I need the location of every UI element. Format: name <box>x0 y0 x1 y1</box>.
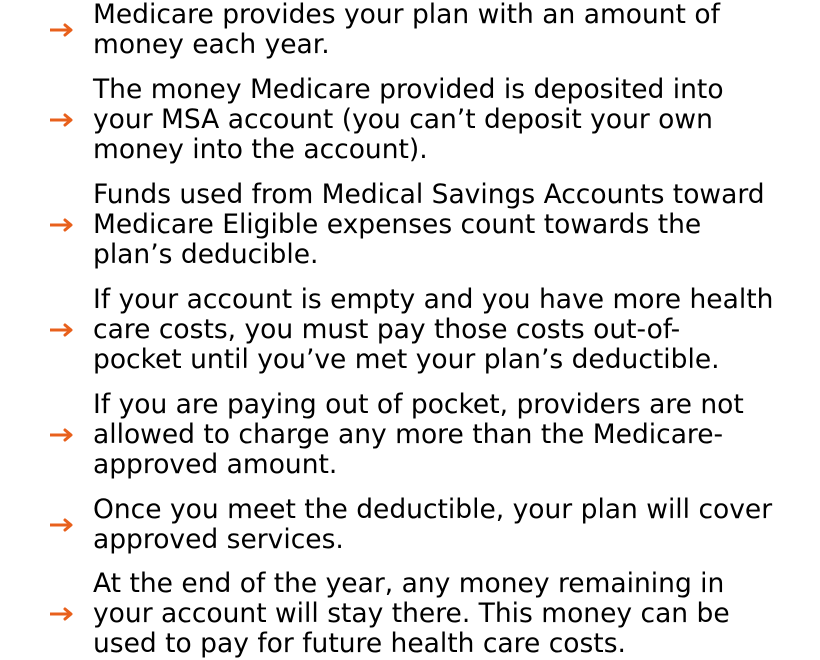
bullet-line: plan’s deducible. <box>93 239 319 270</box>
list-item <box>0 495 820 555</box>
bullet-line: care costs, you must pay those costs out-of- <box>93 314 681 345</box>
arrow-right-icon <box>0 23 93 37</box>
list-item <box>0 75 820 165</box>
bullet-line: allowed to charge any more than the Medicare- <box>93 419 724 450</box>
list-item <box>0 285 820 375</box>
bullet-line: Medicare provides your plan with an amount of <box>93 0 720 30</box>
bullet-line: The money Medicare provided is deposited into <box>93 74 724 105</box>
list-item <box>0 390 820 480</box>
bullet-line: At the end of the year, any money remaining in <box>93 568 725 599</box>
bullet-text <box>93 569 820 659</box>
bullet-line: Funds used from Medical Savings Accounts toward <box>93 179 765 210</box>
bullet-line: your MSA account (you can’t deposit your own <box>93 104 713 135</box>
bullet-text <box>93 180 820 270</box>
bullet-text <box>93 390 820 480</box>
bullet-line: used to pay for future health care costs. <box>93 628 626 659</box>
bullet-line: pocket until you’ve met your plan’s deductible. <box>93 344 720 375</box>
bullet-line: approved amount. <box>93 449 338 480</box>
bullet-line: approved services. <box>93 524 344 555</box>
bullet-line: Medicare Eligible expenses count towards the <box>93 209 702 240</box>
list-item <box>0 569 820 659</box>
arrow-right-icon <box>0 113 93 127</box>
bullet-text <box>93 0 820 60</box>
arrow-right-icon <box>0 218 93 232</box>
bullet-line: your account will stay there. This money can be <box>93 598 730 629</box>
list-item <box>0 180 820 270</box>
bullet-text <box>93 285 820 375</box>
bullet-line: If your account is empty and you have more health <box>93 284 774 315</box>
arrow-right-icon <box>0 518 93 532</box>
arrow-right-icon <box>0 607 93 621</box>
bullet-text <box>93 75 820 165</box>
arrow-right-icon <box>0 428 93 442</box>
list-item <box>0 0 820 60</box>
arrow-right-icon <box>0 323 93 337</box>
bullet-text <box>93 495 820 555</box>
bullet-line: Once you meet the deductible, your plan will cover <box>93 494 773 525</box>
bullet-line: money into the account). <box>93 134 428 165</box>
bullet-line: money each year. <box>93 29 330 60</box>
bullet-line: If you are paying out of pocket, providers are not <box>93 389 744 420</box>
